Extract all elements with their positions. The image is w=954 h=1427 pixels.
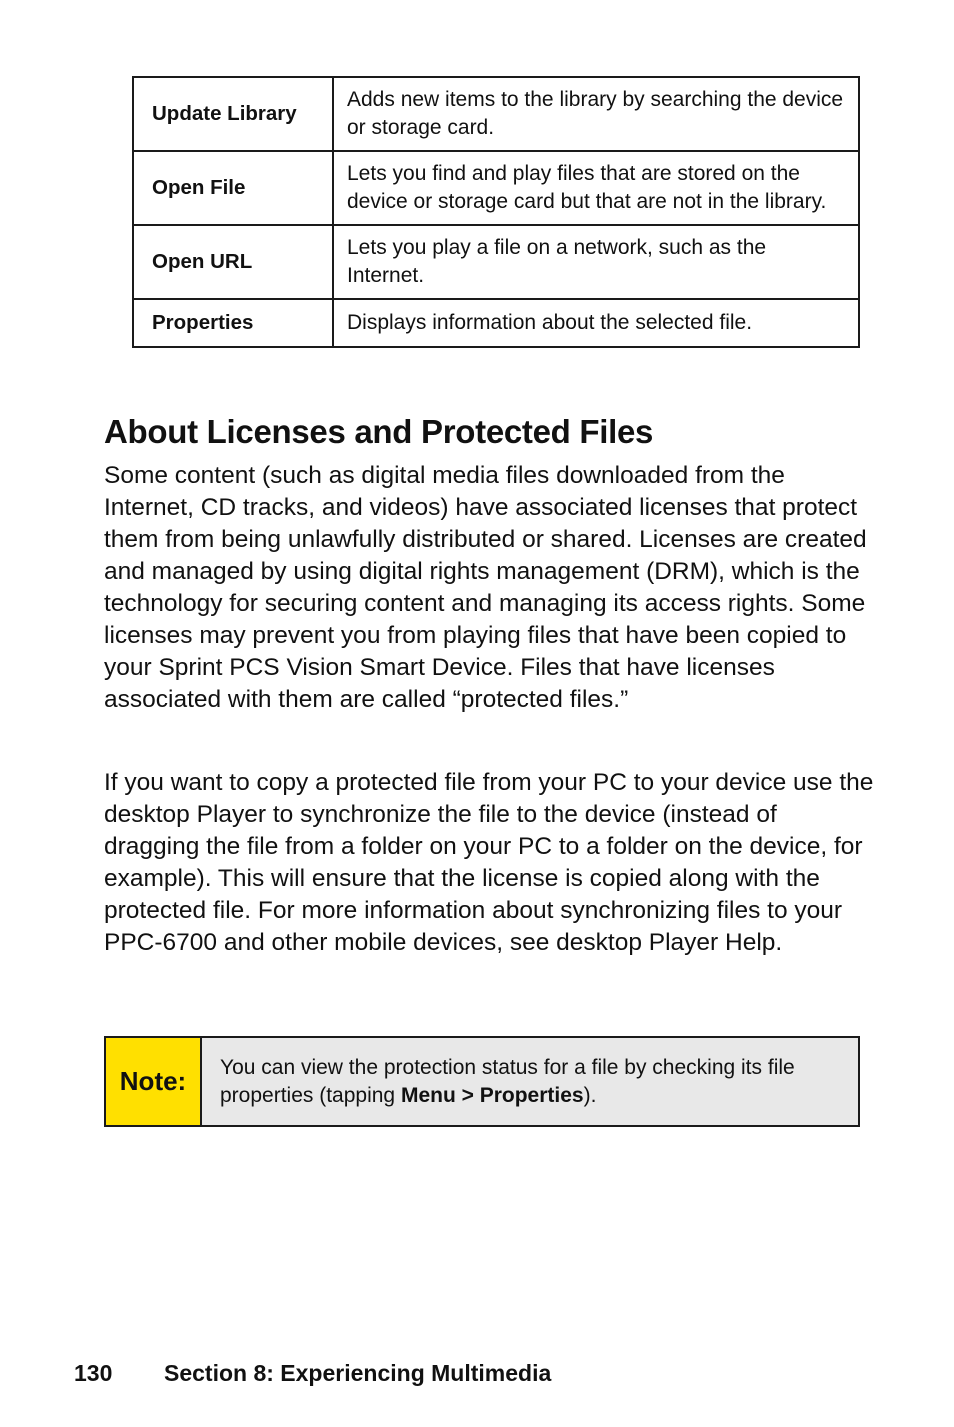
table-row bbox=[133, 225, 859, 299]
note-text-start: You can view the protection status for a file by checking its file properties (tapping bbox=[220, 1056, 795, 1107]
table-term-cell: Open URL bbox=[133, 225, 333, 299]
table-row bbox=[133, 151, 859, 225]
note-text bbox=[202, 1038, 858, 1125]
table-description-cell: Displays information about the selected file. bbox=[333, 299, 859, 347]
table-row bbox=[133, 299, 859, 347]
table-description-cell: Lets you play a file on a network, such as the Internet. bbox=[333, 225, 859, 299]
section-heading: About Licenses and Protected Files bbox=[104, 413, 654, 450]
body-paragraph: Some content (such as digital media files downloaded from the Internet, CD tracks, and videos) have associated licenses that protect them from being unlawfully distributed or shared. Licenses are created and managed by using digital rights management (DRM), which is the technology for securing content and managing its access rights. Some licenses may prevent you from playing files that have been copied to your Sprint PCS Vision Smart Device. Files that have licenses associated with them are called “protected files.” bbox=[104, 462, 867, 713]
table-term-cell: Update Library bbox=[133, 77, 333, 151]
page-footer bbox=[74, 1356, 551, 1390]
table-row bbox=[133, 77, 859, 151]
footer-section-title: Section 8: Experiencing Multimedia bbox=[164, 1360, 552, 1386]
table-description-cell: Lets you find and play files that are stored on the device or storage card but that are not in the library. bbox=[333, 151, 859, 225]
table-term-cell: Open File bbox=[133, 151, 333, 225]
note-text-end: ). bbox=[583, 1084, 597, 1107]
table-term-cell: Properties bbox=[133, 299, 333, 347]
page-number: 130 bbox=[74, 1360, 113, 1386]
note-label: Note: bbox=[106, 1038, 202, 1125]
note-callout bbox=[104, 1036, 860, 1127]
table-description-cell: Adds new items to the library by searching the device or storage card. bbox=[333, 77, 859, 151]
menu-options-table bbox=[132, 76, 860, 348]
body-paragraph: If you want to copy a protected file from your PC to your device use the desktop Player to synchronize the file to the device (instead of dragging the file from a folder on your PC to a folder on the device, for example). This will ensure that the license is copied along with the protected file. For more information about synchronizing files to your PPC-6700 and other mobile devices, see desktop Player Help. bbox=[104, 769, 874, 956]
note-menu-path: Menu > Properties bbox=[400, 1084, 584, 1107]
